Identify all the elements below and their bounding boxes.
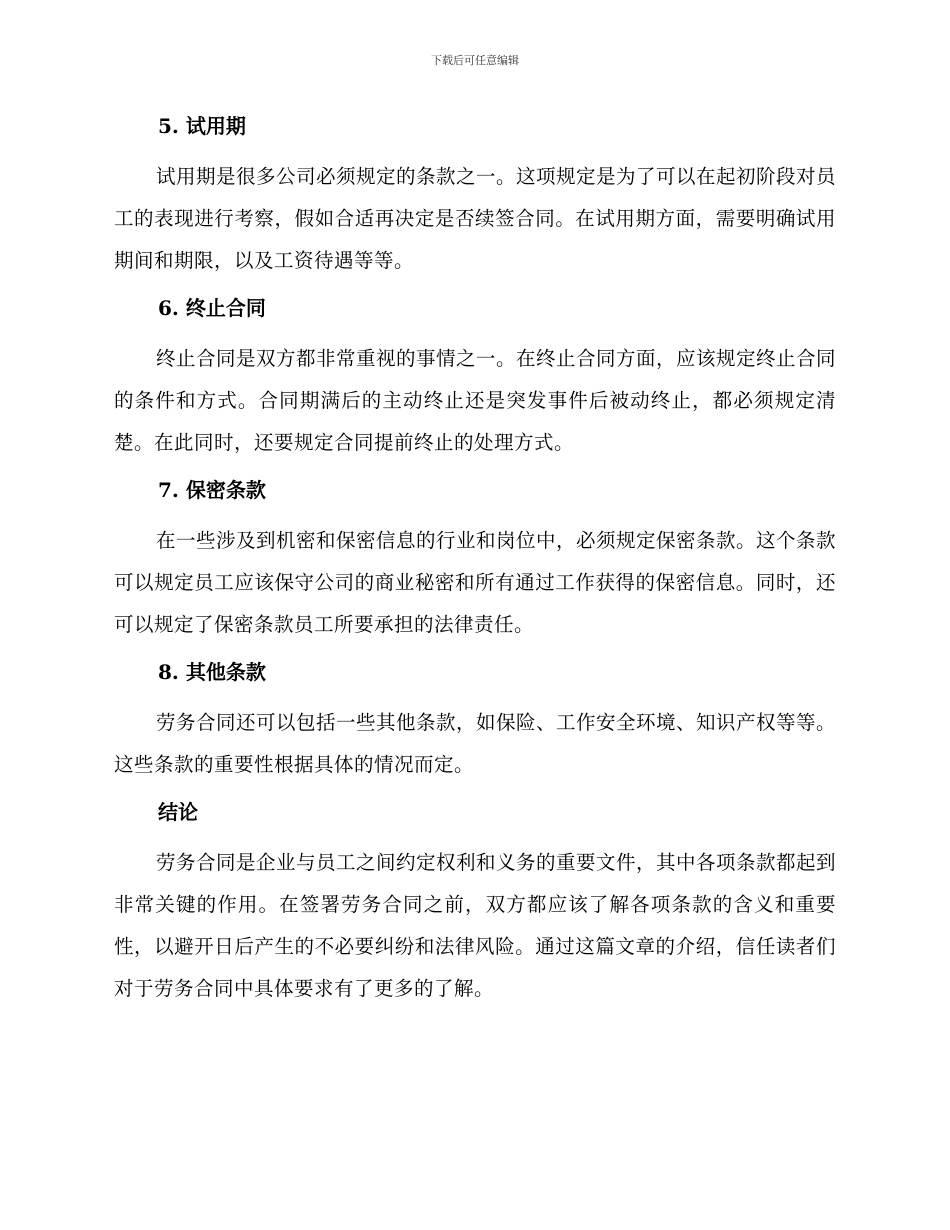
- section-paragraph: 在一些涉及到机密和保密信息的行业和岗位中，必须规定保密条款。这个条款可以规定员工应该保守公司的商业秘密和所有通过工作获得的保密信息。同时，还可以规定了保密条款员工所要承担的法律责任。: [114, 529, 837, 636]
- section-paragraph: 劳务合同还可以包括一些其他条款，如保险、工作安全环境、知识产权等等。这些条款的重要性根据具体的情况而定。: [114, 711, 837, 776]
- section-probation: [114, 110, 836, 292]
- section-heading: 结论: [158, 800, 198, 824]
- section-heading: 6. 终止合同: [158, 296, 266, 320]
- section-paragraph: 劳务合同是企业与员工之间约定权利和义务的重要文件，其中各项条款都起到非常关键的作用。在签署劳务合同之前，双方都应该了解各项条款的含义和重要性，以避开日后产生的不必要纠纷和法律风险。通过这篇文章的介绍，信任读者们对于劳务合同中具体要求有了更多的了解。: [114, 851, 837, 1000]
- document-body: [114, 110, 836, 1010]
- section-heading: 7. 保密条款: [158, 478, 266, 502]
- section-heading: 8. 其他条款: [158, 660, 266, 684]
- section-heading: 5. 试用期: [158, 114, 246, 138]
- page-header: 下载后可任意编辑: [431, 54, 519, 67]
- section-other-clauses: [114, 656, 836, 796]
- section-paragraph: 试用期是很多公司必须规定的条款之一。这项规定是为了可以在起初阶段对员工的表现进行考察，假如合适再决定是否续签合同。在试用期方面，需要明确试用期间和期限，以及工资待遇等等。: [114, 165, 837, 272]
- section-paragraph: 终止合同是双方都非常重视的事情之一。在终止合同方面，应该规定终止合同的条件和方式。合同期满后的主动终止还是突发事件后被动终止，都必须规定清楚。在此同时，还要规定合同提前终止的处理方式。: [114, 347, 837, 454]
- section-conclusion: [114, 796, 836, 1010]
- section-confidentiality: [114, 474, 836, 656]
- section-termination: [114, 292, 836, 474]
